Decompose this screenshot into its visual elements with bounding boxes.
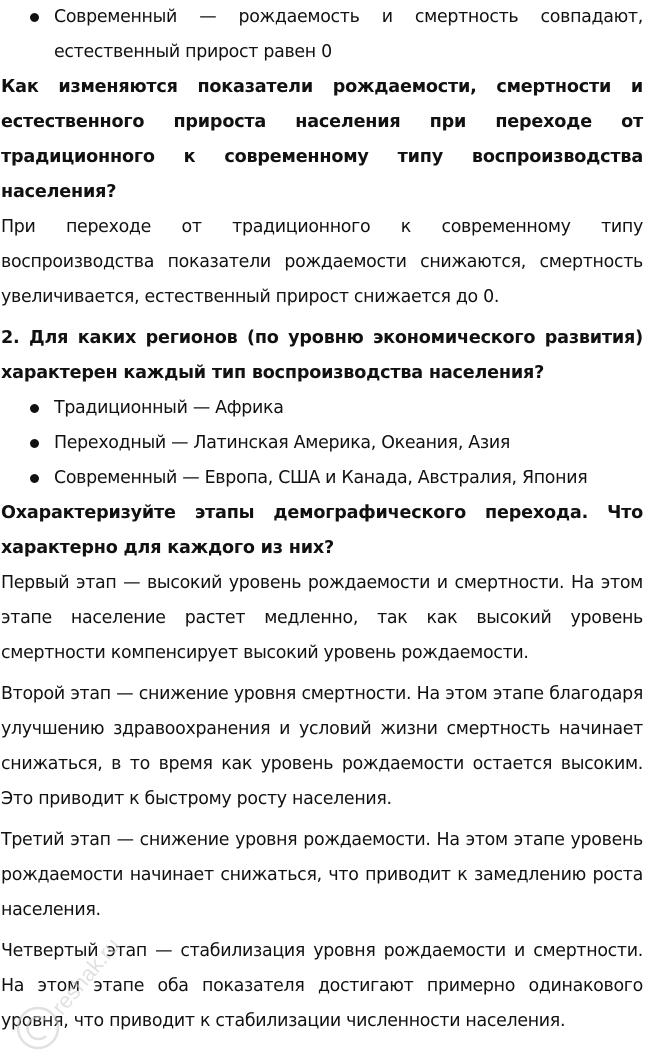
- question-heading-1: Как изменяются показатели рождаемости, смертности и естественного прироста населения при переходе от традиционного к современному типу воспроизводства населения?: [1, 77, 643, 202]
- question-heading-3: Охарактеризуйте этапы демографического перехода. Что характерно для каждого из них?: [1, 503, 643, 558]
- answer-paragraph-1: При переходе от традиционного к современному типу воспроизводства показатели рождаемости снижаются, смертность увеличивается, естественный прирост снижается до 0.: [1, 217, 643, 307]
- list-item-text: Современный — рождаемость и смертность совпадают, естественный прирост равен 0: [54, 7, 643, 62]
- list-item-text: Традиционный — Африка: [54, 398, 284, 418]
- list-item-text: Переходный — Латинская Америка, Океания, Азия: [54, 433, 510, 453]
- bullet-icon: [30, 474, 39, 483]
- question-heading-2: 2. Для каких регионов (по уровню экономического развития) характерен каждый тип воспроизводства населения?: [1, 328, 643, 383]
- bullet-icon: [30, 13, 39, 22]
- watermark-text: reshak.ru: [46, 932, 125, 1020]
- top-bullet-list: [1, 0, 643, 70]
- list-item-text: Современный — Европа, США и Канада, Австралия, Япония: [54, 468, 588, 488]
- list-item: [1, 0, 643, 70]
- list-item: [1, 426, 643, 461]
- regions-bullet-list: [1, 391, 643, 496]
- stage-paragraph-4: Четвертый этап — стабилизация уровня рождаемости и смертности. На этом этапе оба показателя достигают примерно одинакового уровня, что приводит к стабилизации численности населения.: [1, 941, 643, 1031]
- list-item: [1, 461, 643, 496]
- bullet-icon: [30, 404, 39, 413]
- stage-paragraph-3: Третий этап — снижение уровня рождаемости. На этом этапе уровень рождаемости начинает снижаться, что приводит к замедлению роста населения.: [1, 830, 643, 920]
- stage-paragraph-1: Первый этап — высокий уровень рождаемости и смертности. На этом этапе население растет медленно, так как высокий уровень смертности компенсирует высокий уровень рождаемости.: [1, 573, 643, 663]
- stage-paragraph-2: Второй этап — снижение уровня смертности. На этом этапе благодаря улучшению здравоохранения и условий жизни смертность начинает снижаться, в то время как уровень рождаемости остается высоким. Это приводит к быстрому росту населения.: [1, 684, 643, 809]
- list-item: [1, 391, 643, 426]
- bullet-icon: [30, 439, 39, 448]
